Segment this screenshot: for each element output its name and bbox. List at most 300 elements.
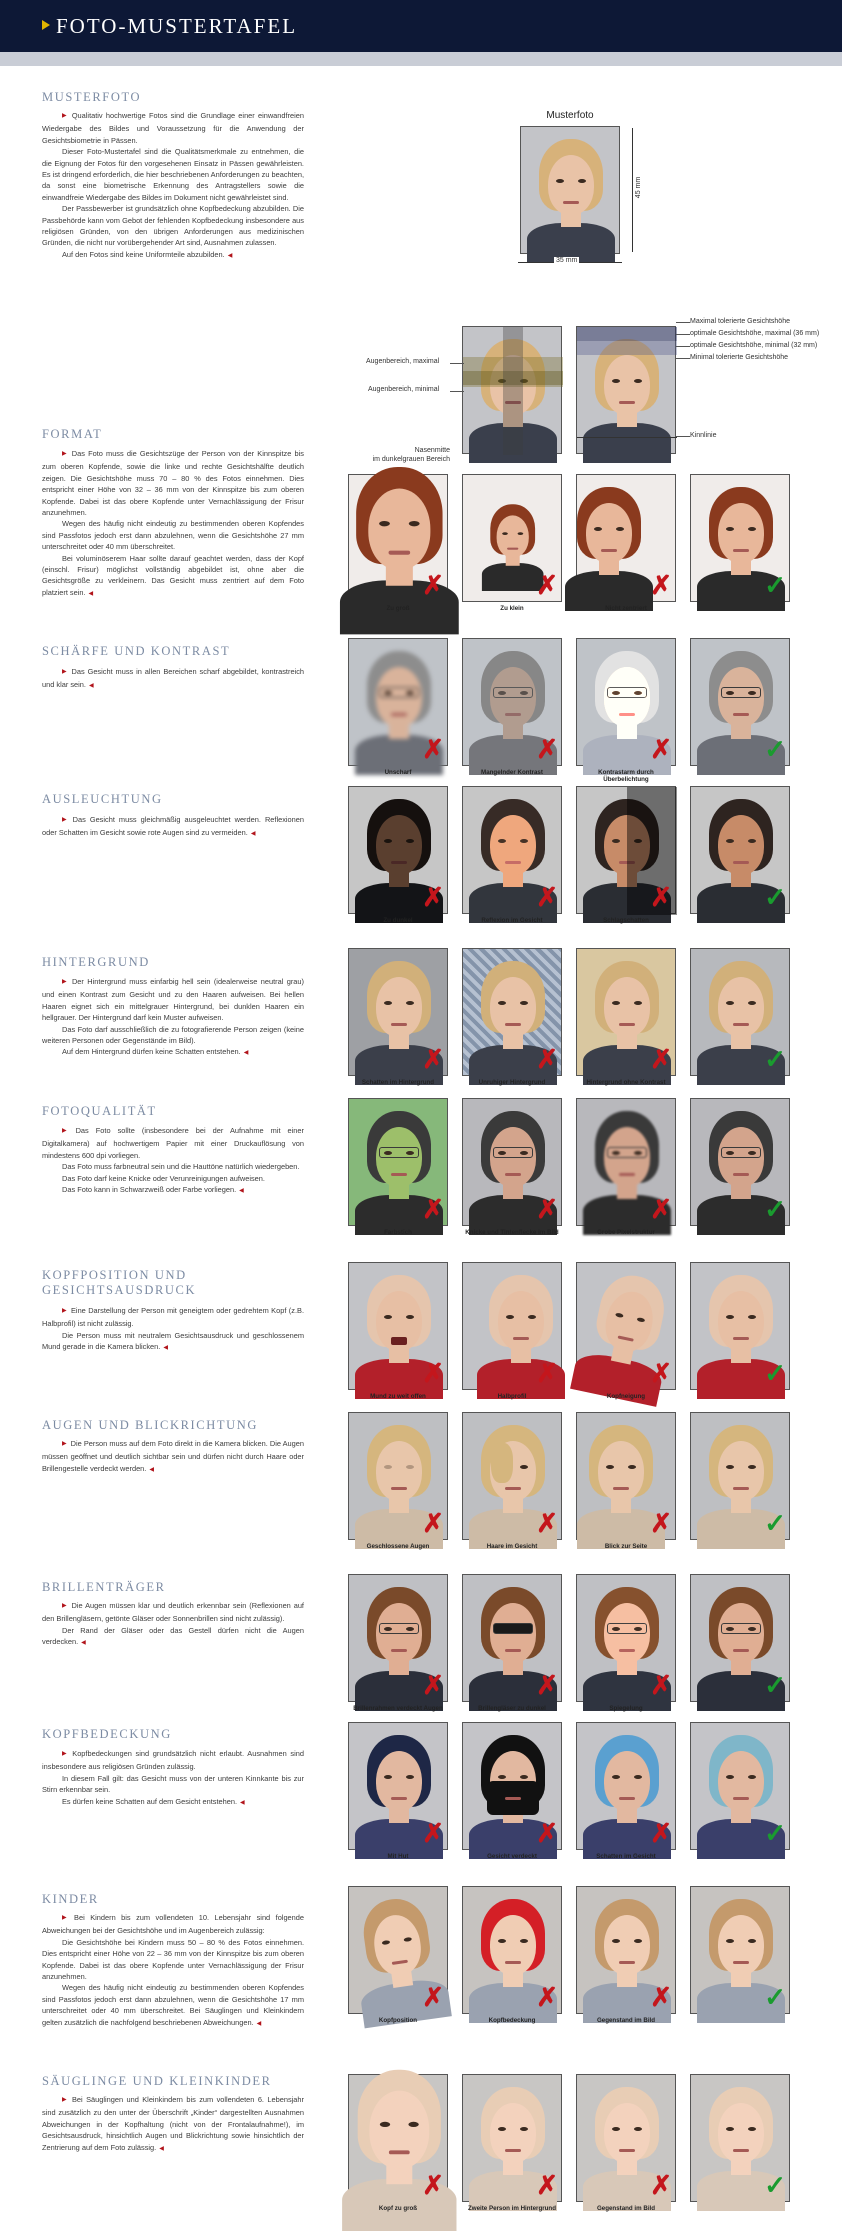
section-paragraph: ▶ Qualitativ hochwertige Fotos sind die Grundlage einer einwandfreien Wiedergabe des Bildes und Voraussetzung für die Anwendung der Gesichtsbiometrie in Pässen. — [42, 110, 304, 146]
section-paragraph: ▶ Das Gesicht muss in allen Bereichen scharf abgebildet, kontrastreich und klar sein. ◀ — [42, 666, 304, 693]
example-photo-2 — [462, 2074, 562, 2202]
hair-strand — [491, 1443, 513, 1483]
diagram-label-max-height: Maximal tolerierte Gesichtshöhe — [690, 318, 790, 325]
face — [548, 155, 594, 215]
eyes — [594, 527, 624, 531]
section-paragraph: Wegen des häufig nicht eindeutig zu bestimmenden oberen Kopfendes sind Passfotos jedoch erst dann abzulehnen, wenn die Gesichtshöhe 17 mm unterschreitet oder 40 mm überschreitet. Bei Säuglingen und Kleinkindern gelten zusätzlich die nachfolgend beschriebenen Abweichungen. ◀ — [42, 1982, 304, 2030]
photo-caption: Unruhiger Hintergrund — [478, 1079, 546, 1086]
height-dimension-line — [632, 128, 633, 252]
mouth — [619, 1173, 635, 1176]
photo-caption: Gegenstand im Bild — [596, 2205, 656, 2212]
face — [718, 2103, 764, 2163]
sample-photo — [520, 126, 620, 254]
cross-icon: ✗ — [536, 1358, 558, 1388]
example-photo-1 — [348, 1886, 448, 2014]
photo-caption: Geschlossene Augen — [366, 1543, 430, 1550]
example-photo-1 — [348, 638, 448, 766]
eyes — [726, 1775, 756, 1779]
section-title: KOPFPOSITION UND GESICHTSAUSDRUCK — [42, 1268, 197, 1297]
face — [718, 1751, 764, 1811]
body — [583, 423, 671, 463]
face — [718, 503, 764, 563]
mouth — [505, 1173, 521, 1176]
section-text — [42, 1912, 304, 2030]
mouth — [619, 401, 635, 404]
mouth — [733, 1649, 749, 1652]
mouth — [733, 1023, 749, 1026]
width-dimension-label: 35 mm — [556, 257, 578, 264]
cross-icon: ✗ — [422, 1358, 444, 1388]
mouth — [391, 861, 407, 864]
check-icon: ✓ — [764, 1670, 786, 1700]
mouth — [619, 1023, 635, 1026]
example-photo-1 — [348, 1574, 448, 1702]
face — [490, 2103, 536, 2163]
mouth — [505, 1961, 521, 1964]
section-paragraph: Auf den Fotos sind keine Uniformteile abzubilden. ◀ — [42, 249, 304, 262]
example-photo-2 — [462, 474, 562, 602]
mouth — [733, 1173, 749, 1176]
eyes — [612, 1939, 642, 1943]
photo-caption: Gesicht verdeckt — [487, 1853, 537, 1860]
face — [598, 1441, 644, 1501]
mouth — [391, 713, 407, 716]
example-photo-4 — [690, 948, 790, 1076]
photo-caption: Mangelnder Kontrast — [481, 769, 543, 776]
section-paragraph: ▶ Eine Darstellung der Person mit geneigtem oder gedrehtem Kopf (z.B. Halbprofil) ist nicht zulässig. — [42, 1305, 304, 1330]
section-title: KINDER — [42, 1892, 99, 1906]
cross-icon: ✗ — [422, 1194, 444, 1224]
eyes — [612, 1775, 642, 1779]
glasses — [721, 1147, 761, 1158]
section-text — [42, 110, 304, 262]
section-paragraph: ▶ Der Hintergrund muss einfarbig hell sein (idealerweise neutral grau) und einen Kontrast zum Gesicht und zu den Haaren aufweisen. Bei hellen Haaren eignet sich ein mittelgrauer Hintergrund, bei dunklen Haaren ein hellgrauer. Der Hintergrund darf kein Muster aufweisen. — [42, 976, 304, 1024]
eyes — [379, 521, 420, 526]
cross-icon: ✗ — [422, 1982, 444, 2012]
section-paragraph: Bei voluminöserem Haar sollte darauf geachtet werden, dass der Kopf (einschl. Frisur) möglichst vollständig abgebildet ist, ohne aber die Gesichtsgröße zu verkleinern. Das Gesicht muss zentriert auf dem Foto platziert sein. ◀ — [42, 553, 304, 601]
max-face-band — [577, 327, 677, 341]
example-photo-3 — [576, 1262, 676, 1390]
cross-icon: ✗ — [650, 1358, 672, 1388]
photo-caption: Zu klein — [500, 605, 524, 612]
face — [368, 489, 430, 570]
photo-caption: Knicke und Tintenflecke im Bild — [465, 1229, 559, 1236]
cross-icon: ✗ — [422, 2170, 444, 2200]
diagram-label-opt-min: optimale Gesichtshöhe, minimal (32 mm) — [690, 342, 818, 349]
mouth — [619, 1797, 635, 1800]
check-icon: ✓ — [764, 734, 786, 764]
section-title: MUSTERFOTO — [42, 90, 142, 104]
section-paragraph: Der Rand der Gläser oder das Gestell dürfen nicht die Augen verdecken. ◀ — [42, 1625, 304, 1650]
eyes — [556, 179, 586, 183]
cross-icon: ✗ — [422, 734, 444, 764]
mouth — [601, 549, 617, 552]
eyes — [498, 2127, 528, 2131]
example-photo-2 — [462, 1722, 562, 1850]
section-paragraph: Auf dem Hintergrund dürfen keine Schatten entstehen. ◀ — [42, 1046, 304, 1059]
face — [718, 1291, 764, 1351]
check-icon: ✓ — [764, 570, 786, 600]
cross-icon: ✗ — [422, 1818, 444, 1848]
photo-caption: Zu groß — [386, 605, 410, 612]
mouth — [505, 1487, 521, 1490]
cross-icon: ✗ — [422, 1044, 444, 1074]
section-title: FORMAT — [42, 427, 103, 441]
diagram-label-opt-max: optimale Gesichtshöhe, maximal (36 mm) — [690, 330, 820, 337]
chin-line — [577, 437, 677, 438]
check-icon: ✓ — [764, 1194, 786, 1224]
section-paragraph: ▶ Bei Säuglingen und Kleinkindern bis zum vollendeten 6. Lebensjahr sind zusätzlich zu den unter der Überschrift „Kinder“ dargestellten Ausnahmen Abweichungen in der Kopfhaltung (nicht von der Frontalaufnahme!), im Gesichtsausdruck, hinsichtlich Augen und Blickrichtung sowie hinsichtlich der Zentrierung auf dem Foto zulässig. ◀ — [42, 2094, 304, 2155]
example-photo-4 — [690, 1574, 790, 1702]
eyes — [384, 1775, 414, 1779]
diagram-label-eye-max: Augenbereich, maximal — [366, 358, 440, 365]
face — [718, 815, 764, 875]
mouth — [389, 2150, 410, 2154]
section-paragraph: ▶ Die Person muss auf dem Foto direkt in die Kamera blicken. Die Augen müssen geöffnet und deutlich sichtbar sein und dürfen nicht durch Haare oder Brillengestelle verdeckt werden. ◀ — [42, 1438, 304, 1476]
mouth — [391, 1487, 407, 1490]
mouth — [733, 1797, 749, 1800]
mouth — [505, 2149, 521, 2152]
header-stripe — [0, 52, 842, 66]
mouth — [733, 549, 749, 552]
example-photo-3 — [576, 1886, 676, 2014]
face — [498, 1291, 544, 1351]
page-header — [0, 0, 842, 52]
mouth — [613, 1487, 629, 1490]
face — [369, 2091, 429, 2169]
face — [604, 977, 650, 1037]
section-paragraph: Das Foto darf keine Knicke oder Verunreinigungen aufweisen. — [62, 1173, 265, 1183]
example-photo-3 — [576, 1412, 676, 1540]
eyes — [506, 1315, 536, 1319]
face — [376, 1751, 422, 1811]
example-photo-4 — [690, 638, 790, 766]
cross-icon: ✗ — [422, 1508, 444, 1538]
glasses — [379, 687, 419, 698]
glasses — [493, 1147, 533, 1158]
mouth — [733, 1961, 749, 1964]
section-paragraph: ▶ Die Augen müssen klar und deutlich erkennbar sein (Reflexionen auf den Brillengläsern, getönte Gläser oder Sonnenbrillen sind nicht zulässig). — [42, 1600, 304, 1625]
example-photo-4 — [690, 1722, 790, 1850]
eyes — [726, 839, 756, 843]
mouth — [619, 713, 635, 716]
eyes — [384, 1001, 414, 1005]
photo-caption: Kopfposition — [378, 2017, 418, 2024]
cross-icon: ✗ — [650, 734, 672, 764]
photo-caption: Spiegelung — [609, 1705, 643, 1712]
check-icon: ✓ — [764, 1818, 786, 1848]
eyes — [384, 1465, 414, 1469]
example-photo-1 — [348, 948, 448, 1076]
mouth — [389, 551, 411, 555]
photo-caption: Reflexion im Gesicht — [481, 917, 543, 924]
face — [490, 977, 536, 1037]
example-photo-3 — [576, 474, 676, 602]
page-title: FOTO-MUSTERTAFEL — [56, 14, 298, 38]
glasses — [607, 1147, 647, 1158]
mouth — [733, 861, 749, 864]
face — [604, 2103, 650, 2163]
cross-icon: ✗ — [422, 882, 444, 912]
photo-caption: Mit Hut — [387, 1853, 409, 1860]
diagram-label-eye-min: Augenbereich, minimal — [368, 386, 440, 393]
diagram-label-chin: Kinnlinie — [690, 432, 717, 439]
section-text — [42, 976, 304, 1060]
section-title: AUSLEUCHTUNG — [42, 792, 163, 806]
section-title: BRILLENTRÄGER — [42, 1580, 166, 1594]
cross-icon: ✗ — [422, 570, 444, 600]
cross-icon: ✗ — [536, 1044, 558, 1074]
example-photo-3 — [576, 1574, 676, 1702]
section-text — [42, 1600, 304, 1650]
example-photo-3 — [576, 1722, 676, 1850]
photo-caption: Schatten im Hintergrund — [361, 1079, 435, 1086]
example-photo-3 — [576, 638, 676, 766]
section-text — [42, 1438, 304, 1476]
cross-icon: ✗ — [650, 1508, 672, 1538]
check-icon: ✓ — [764, 1982, 786, 2012]
section-title: FOTOQUALITÄT — [42, 1104, 157, 1118]
mouth — [391, 1173, 407, 1176]
photo-caption: Haare im Gesicht — [486, 1543, 538, 1550]
example-photo-1 — [348, 1262, 448, 1390]
face — [718, 1441, 764, 1501]
example-photo-4 — [690, 1886, 790, 2014]
mouth — [391, 1649, 407, 1652]
photo-caption: Hintergrund ohne Kontrast — [586, 1079, 666, 1086]
photo-caption: Kopfbedeckung — [488, 2017, 536, 2024]
mouth — [733, 2149, 749, 2152]
eyes — [726, 1939, 756, 1943]
photo-caption: Zu dunkel — [383, 917, 413, 924]
section-paragraph: Wegen des häufig nicht eindeutig zu bestimmenden oberen Kopfendes sind Passfotos jedoch erst dann abzulehnen, wenn die Gesichtshöhe 27 mm unterschreitet oder 40 mm überschreitet. — [42, 519, 304, 552]
glasses — [493, 1623, 533, 1634]
example-photo-2 — [462, 638, 562, 766]
glasses — [607, 1623, 647, 1634]
section-text — [42, 448, 304, 600]
section-title: SCHÄRFE UND KONTRAST — [42, 644, 231, 658]
face — [604, 355, 650, 415]
mouth — [507, 548, 518, 550]
example-photo-1 — [348, 1098, 448, 1226]
photo-caption: Kopfneigung — [606, 1393, 646, 1400]
mouth — [563, 201, 579, 204]
example-photo-4 — [690, 1098, 790, 1226]
face — [376, 1441, 422, 1501]
face — [497, 515, 529, 557]
opt-face-band — [577, 341, 677, 355]
example-photo-4 — [690, 474, 790, 602]
example-photo-3 — [576, 786, 676, 914]
example-photo-3 — [576, 2074, 676, 2202]
glasses — [607, 687, 647, 698]
mouth — [505, 861, 521, 864]
example-photo-1 — [348, 1722, 448, 1850]
photo-caption: Grobe Pixelstruktur — [597, 1229, 655, 1236]
section-title: SÄUGLINGE UND KLEINKINDER — [42, 2074, 272, 2088]
glasses — [379, 1147, 419, 1158]
sample-title: Musterfoto — [546, 110, 594, 121]
section-text — [42, 666, 304, 693]
face — [604, 1751, 650, 1811]
photo-caption: Kontrastarm durch Überbelichtung — [598, 769, 654, 783]
mouth — [513, 1337, 529, 1340]
cross-icon: ✗ — [536, 570, 558, 600]
eyes — [384, 1315, 414, 1319]
cross-icon: ✗ — [650, 1670, 672, 1700]
eyes — [726, 527, 756, 531]
photo-caption: Zweite Person im Hintergrund — [467, 2205, 556, 2212]
photo-caption: Mund zu weit offen — [370, 1393, 426, 1400]
cross-icon: ✗ — [422, 1670, 444, 1700]
eyes — [612, 379, 642, 383]
cross-icon: ✗ — [536, 2170, 558, 2200]
check-icon: ✓ — [764, 1358, 786, 1388]
portrait — [332, 451, 464, 621]
section-title: KOPFBEDECKUNG — [42, 1727, 172, 1741]
example-photo-1 — [348, 786, 448, 914]
check-icon: ✓ — [764, 1044, 786, 1074]
cross-icon: ✗ — [536, 1194, 558, 1224]
eyes — [726, 1315, 756, 1319]
nose-band — [503, 327, 523, 455]
eyes — [726, 1465, 756, 1469]
section-title: AUGEN UND BLICKRICHTUNG — [42, 1418, 258, 1432]
portrait — [521, 127, 619, 253]
eyes — [612, 2127, 642, 2131]
face — [586, 503, 632, 563]
mouth — [619, 2149, 635, 2152]
eyes — [498, 1939, 528, 1943]
cross-icon: ✗ — [650, 570, 672, 600]
mouth — [391, 1797, 407, 1800]
check-icon: ✓ — [764, 882, 786, 912]
photo-caption: Kopf zu groß — [378, 2205, 418, 2212]
header-marker-icon — [42, 20, 50, 30]
example-photo-1 — [348, 2074, 448, 2202]
face — [490, 1915, 536, 1975]
example-photo-4 — [690, 1262, 790, 1390]
photo-caption: Gegenstand im Bild — [596, 2017, 656, 2024]
section-paragraph: ▶ Das Foto muss die Gesichtszüge der Person von der Kinnspitze bis zum oberen Kopfende, sowie die linke und rechte Gesichtshälfte deutlich zeigen. Die Gesichtshöhe muss 70 – 80 % des Fotos einnehmen. Dies entspricht einer Höhe von 32 – 36 mm von der Kinnspitze bis zum oberen Kopfende. Dabei ist das obere Kopfende unter Vernachlässigung der Frisur anzunehmen. — [42, 448, 304, 518]
cross-icon: ✗ — [650, 2170, 672, 2200]
face — [376, 815, 422, 875]
eyes — [384, 839, 414, 843]
section-text — [42, 1748, 304, 1809]
section-paragraph: Dieser Foto-Mustertafel sind die Qualitätsmerkmale zu entnehmen, die die Eignung der Fotos für den vorgesehenen Einsatz in Pässen gewährleisten. Es ist dringend erforderlich, die hier beschriebenen Anforderungen zu beachten, da sonst eine biometrische Erkennung des Antragstellers sowie die einwandfreie Wiedergabe des Bildes im Dokument nicht gewährleistet sind. — [42, 147, 304, 202]
example-photo-2 — [462, 1574, 562, 1702]
face — [718, 1915, 764, 1975]
photo-caption: Blick zur Seite — [604, 1543, 648, 1550]
section-paragraph: ▶ Das Gesicht muss gleichmäßig ausgeleuchtet werden. Reflexionen oder Schatten im Gesicht sowie rote Augen sind zu vermeiden. ◀ — [42, 814, 304, 841]
face — [490, 815, 536, 875]
eyes — [498, 1001, 528, 1005]
section-paragraph: Die Gesichtshöhe bei Kindern muss 50 – 80 % des Fotos einnehmen. Dies entspricht einer Höhe von 22 – 36 mm von der Kinnspitze bis zum oberen Kopfende. Dabei ist das obere Kopfende unter Vernachlässigung der Frisur anzunehmen. — [42, 1937, 304, 1982]
eyes — [606, 1465, 636, 1469]
example-photo-2 — [462, 1412, 562, 1540]
example-photo-2 — [462, 948, 562, 1076]
section-paragraph: ▶ Bei Kindern bis zum vollendeten 10. Lebensjahr sind folgende Abweichungen bei der Gesichtshöhe und im Augenbereich zulässig: — [42, 1912, 304, 1937]
example-photo-2 — [462, 786, 562, 914]
mouth — [505, 1797, 521, 1800]
section-text — [42, 1125, 304, 1197]
mouth — [619, 1649, 635, 1652]
cross-icon: ✗ — [650, 1982, 672, 2012]
check-icon: ✓ — [764, 2170, 786, 2200]
body — [482, 563, 544, 591]
cross-icon: ✗ — [650, 882, 672, 912]
height-dimension-label: 45 mm — [635, 176, 643, 199]
mouth — [391, 1337, 407, 1345]
cross-icon: ✗ — [536, 1982, 558, 2012]
example-photo-4 — [690, 2074, 790, 2202]
glasses — [721, 1623, 761, 1634]
eyes — [380, 2122, 419, 2127]
photo-caption: Schatten im Gesicht — [596, 1853, 656, 1860]
section-text — [42, 814, 304, 841]
eyes — [498, 839, 528, 843]
portrait — [559, 475, 657, 601]
section-title: HINTERGRUND — [42, 955, 150, 969]
mouth — [505, 713, 521, 716]
section-paragraph: Das Foto kann in Schwarzweiß oder Farbe vorliegen. ◀ — [42, 1184, 304, 1197]
glasses — [721, 687, 761, 698]
eyes — [726, 2127, 756, 2131]
section-paragraph: Das Foto darf ausschließlich die zu fotografierende Person zeigen (keine weiteren Personen oder Gegenstände im Bild). — [42, 1024, 304, 1046]
mouth — [391, 1023, 407, 1026]
eyes — [612, 1001, 642, 1005]
photo-caption: Halbprofil — [497, 1393, 527, 1400]
section-paragraph: Das Foto muss farbneutral sein und die Hauttöne natürlich wiedergeben. — [62, 1162, 300, 1172]
cross-icon: ✗ — [536, 1818, 558, 1848]
section-text — [42, 2094, 304, 2155]
example-photo-1 — [348, 1412, 448, 1540]
diagram-face-height-photo — [576, 326, 676, 454]
photo-caption: Schlagschatten — [603, 917, 649, 924]
cross-icon: ✗ — [650, 1818, 672, 1848]
cross-icon: ✗ — [650, 1044, 672, 1074]
section-paragraph: In diesem Fall gilt: das Gesicht muss von der unteren Kinnkante bis zur Stirn erkennbar sein. — [42, 1773, 304, 1795]
photo-caption: Farbstich — [384, 1229, 412, 1236]
diagram-label-min-height: Minimal tolerierte Gesichtshöhe — [690, 354, 789, 361]
mouth — [619, 1961, 635, 1964]
example-photo-4 — [690, 786, 790, 914]
example-photo-2 — [462, 1262, 562, 1390]
mouth — [733, 1487, 749, 1490]
mouth — [505, 1649, 521, 1652]
example-photo-3 — [576, 948, 676, 1076]
eyes — [498, 1775, 528, 1779]
mouth — [505, 1023, 521, 1026]
example-photo-3 — [576, 1098, 676, 1226]
cross-icon: ✗ — [536, 734, 558, 764]
section-paragraph: Die Person muss mit neutralem Gesichtsausdruck und geschlossenem Mund gerade in die Kamera blicken. ◀ — [42, 1330, 304, 1355]
example-photo-2 — [462, 1886, 562, 2014]
face — [376, 977, 422, 1037]
glasses — [493, 687, 533, 698]
check-icon: ✓ — [764, 1508, 786, 1538]
photo-caption: Nicht zentriert — [605, 605, 647, 612]
section-text — [42, 1305, 304, 1355]
cross-icon: ✗ — [536, 882, 558, 912]
example-photo-1 — [348, 474, 448, 602]
section-paragraph: Es dürfen keine Schatten auf dem Gesicht entstehen. ◀ — [42, 1796, 304, 1809]
mouth — [733, 713, 749, 716]
glasses — [379, 1623, 419, 1634]
section-paragraph: ▶ Das Foto sollte (insbesondere bei der Aufnahme mit einer Digitalkamera) auf hochwertigem Papier mit einer Druckauflösung von mindestens 600 dpi vorliegen. — [42, 1125, 304, 1161]
cross-icon: ✗ — [650, 1194, 672, 1224]
section-paragraph: Der Passbewerber ist grundsätzlich ohne Kopfbedeckung abzubilden. Die Passbehörde kann vom Gebot der fehlenden Kopfbedeckung insbesondere aus religiösen Gründen, von den übrigen Anforderungen aus medizinischen Gründen, die nicht nur vorübergehender Art sind, Ausnahmen zulassen. — [42, 204, 304, 248]
